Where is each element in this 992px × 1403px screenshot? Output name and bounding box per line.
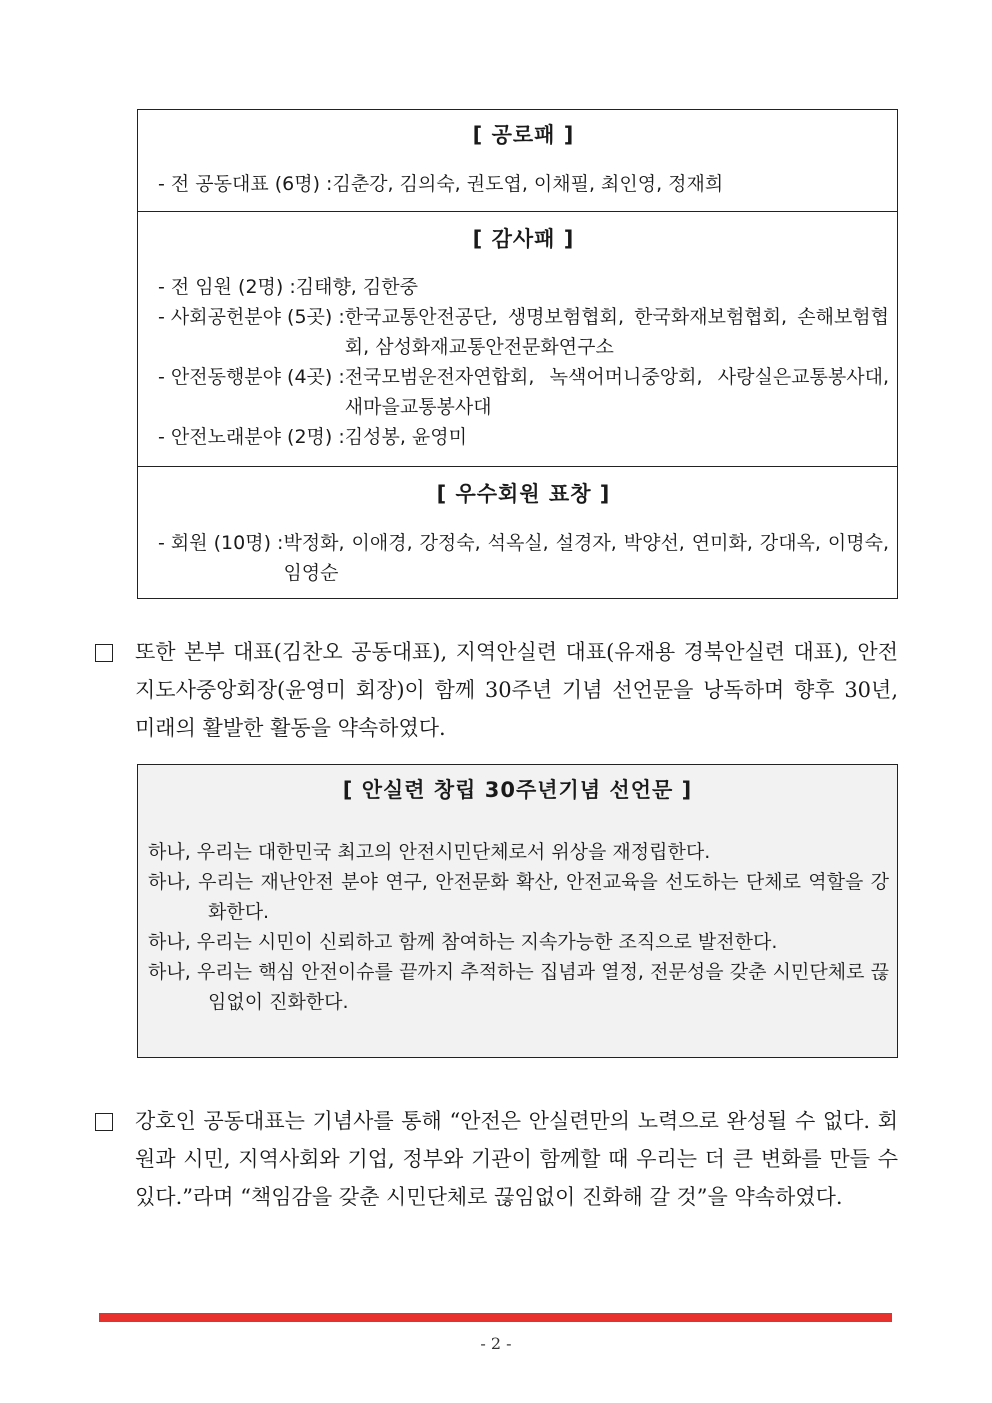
declaration-item: 하나, 우리는 대한민국 최고의 안전시민단체로서 위상을 재정립한다. xyxy=(148,841,711,863)
row-value: 김춘강, 김의숙, 권도엽, 이채필, 최인영, 정재희 xyxy=(332,173,724,195)
row-label: - 안전동행분야 (4곳) : xyxy=(158,366,345,388)
award-row xyxy=(158,302,889,362)
row-value: 전국모범운전자연합회, 녹색어머니중앙회, 사랑실은교통봉사대, 새마을교통봉사대 xyxy=(344,366,889,418)
declaration-box xyxy=(137,764,898,1058)
page-number: - 2 - xyxy=(480,1334,512,1353)
row-value: 김성봉, 윤영미 xyxy=(344,426,467,448)
declaration-item: 하나, 우리는 핵심 안전이슈를 끝까지 추적하는 집념과 열정, 전문성을 갖춘 시민단체로 끊임없이 진화한다. xyxy=(148,961,889,1013)
members-title: [ 우수회원 표창 ] xyxy=(436,482,611,506)
plaque-section xyxy=(138,110,897,211)
members-section xyxy=(138,466,897,598)
declaration-list xyxy=(148,837,889,1017)
paragraph-text: 강호인 공동대표는 기념사를 통해 “안전은 안실련만의 노력으로 완성될 수 없다. 회원과 시민, 지역사회와 기업, 정부와 기관이 함께할 때 우리는 더 큰 변화를 만들 수 있다.”라며 “책임감을 갖춘 시민단체로 끊임없이 진화해 갈 것”을 약속하였다. xyxy=(135,1109,898,1209)
plaque-title: [ 공로패 ] xyxy=(472,123,575,147)
checkbox-bullet-icon xyxy=(95,1113,113,1131)
award-table xyxy=(137,109,898,599)
paragraph-speech xyxy=(95,1102,898,1216)
row-label: - 전 임원 (2명) : xyxy=(158,276,296,298)
declaration-item: 하나, 우리는 시민이 신뢰하고 함께 참여하는 지속가능한 조직으로 발전한다. xyxy=(148,931,778,953)
row-value: 한국교통안전공단, 생명보험협회, 한국화재보험협회, 손해보험협회, 삼성화재교통안전문화연구소 xyxy=(344,306,889,358)
footer-accent-bar xyxy=(99,1313,892,1322)
row-label: - 전 공동대표 (6명) : xyxy=(158,173,333,195)
paragraph-text: 또한 본부 대표(김찬오 공동대표), 지역안실련 대표(유재용 경북안실련 대표), 안전지도사중앙회장(윤영미 회장)이 함께 30주년 기념 선언문을 낭독하며 향후 30년, 미래의 활발한 활동을 약속하였다. xyxy=(135,640,898,740)
appreciation-title: [ 감사패 ] xyxy=(472,227,575,251)
award-row xyxy=(158,528,889,588)
row-label: - 회원 (10명) : xyxy=(158,532,284,554)
paragraph-declaration-intro xyxy=(95,633,898,747)
appreciation-section xyxy=(138,211,897,466)
declaration-item: 하나, 우리는 재난안전 분야 연구, 안전문화 확산, 안전교육을 선도하는 단체로 역할을 강화한다. xyxy=(148,871,889,923)
award-row xyxy=(158,362,889,422)
row-value: 김태향, 김한중 xyxy=(295,276,418,298)
declaration-title: [ 안실련 창립 30주년기념 선언문 ] xyxy=(342,778,693,802)
row-label: - 안전노래분야 (2명) : xyxy=(158,426,345,448)
award-row xyxy=(158,169,889,199)
award-row xyxy=(158,272,889,302)
award-row xyxy=(158,422,889,452)
row-label: - 사회공헌분야 (5곳) : xyxy=(158,306,345,328)
checkbox-bullet-icon xyxy=(95,644,113,662)
row-value: 박정화, 이애경, 강정숙, 석옥실, 설경자, 박양선, 연미화, 강대옥, 이명숙, 임영순 xyxy=(283,532,889,584)
